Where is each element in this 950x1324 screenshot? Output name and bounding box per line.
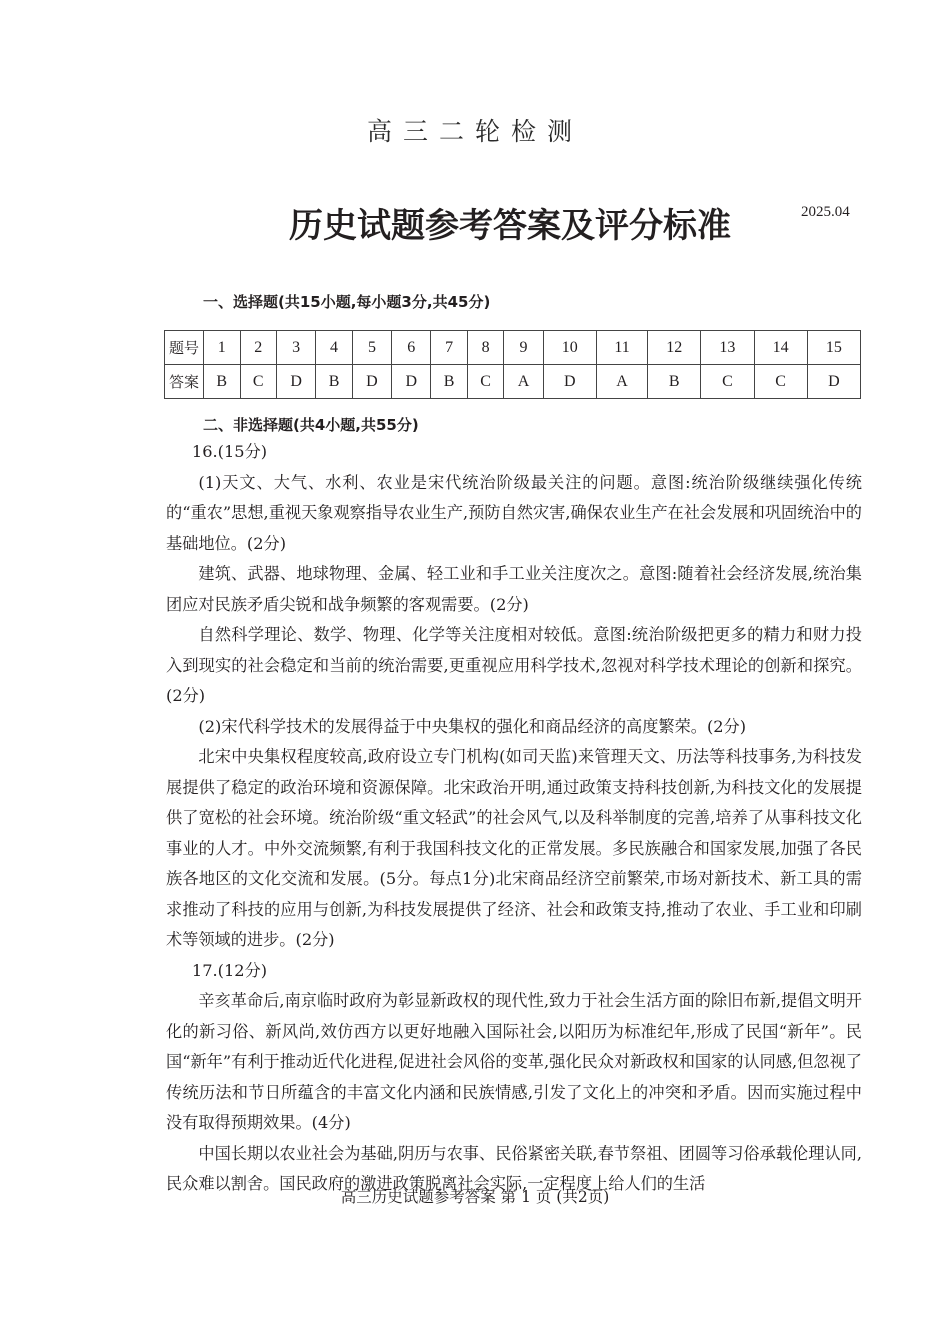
table-cell: D — [277, 365, 316, 399]
page-title: 历史试题参考答案及评分标准 — [289, 206, 731, 246]
row-label-answers: 答案 — [165, 365, 204, 399]
q16-paragraph: 自然科学理论、数学、物理、化学等关注度相对较低。意图:统治阶级把更多的精力和财力投入到现实的社会稳定和当前的统治需要,更重视应用科学技术,忽视对科学技术理论的创新和探究。(2分) — [166, 625, 862, 705]
table-cell: D — [392, 365, 431, 399]
q17-paragraph: 中国长期以农业社会为基础,阴历与农事、民俗紧密关联,春节祭祖、团圆等习俗承载伦理认同,民众难以割舍。国民政府的激进政策脱离社会实际,一定程度上给人们的生活 — [166, 1143, 862, 1193]
table-cell: 14 — [754, 331, 807, 365]
answer-table — [164, 330, 861, 399]
table-cell: 5 — [352, 331, 391, 365]
table-cell: D — [352, 365, 391, 399]
table-cell: C — [467, 365, 504, 399]
table-cell: B — [648, 365, 701, 399]
section1-heading: 一、选择题(共15小题,每小题3分,共45分) — [203, 293, 491, 311]
q17-label: 17.(12分) — [191, 960, 268, 980]
table-cell: C — [701, 365, 754, 399]
q16-label: 16.(15分) — [191, 442, 268, 461]
table-cell: 1 — [204, 331, 241, 365]
page-footer: 高三历史试题参考答案 第 1 页 (共2页) — [340, 1188, 610, 1206]
table-cell: B — [204, 365, 241, 399]
table-cell: 3 — [277, 331, 316, 365]
table-cell: 7 — [431, 331, 468, 365]
table-cell: 10 — [543, 331, 596, 365]
answer-body — [166, 437, 862, 1200]
table-cell: D — [807, 365, 860, 399]
table-cell: A — [596, 365, 647, 399]
table-cell: 8 — [467, 331, 504, 365]
table-cell: A — [504, 365, 543, 399]
section2-heading: 二、非选择题(共4小题,共55分) — [203, 416, 419, 434]
q16-paragraph: 建筑、武器、地球物理、金属、轻工业和手工业关注度次之。意图:随着社会经济发展,统治集团应对民族矛盾尖锐和战争频繁的客观需要。(2分) — [166, 564, 862, 614]
q16-paragraph: (1)天文、大气、水利、农业是宋代统治阶级最关注的问题。意图:统治阶级继续强化传统的“重农”思想,重视天象观察指导农业生产,预防自然灾害,确保农业生产在社会发展和巩固统治中的基础地位。(2分) — [166, 472, 862, 553]
q16-paragraph: 北宋中央集权程度较高,政府设立专门机构(如司天监)来管理天文、历法等科技事务,为科技发展提供了稳定的政治环境和资源保障。北宋政治开明,通过政策支持科技创新,为科技文化的发展提供了宽松的社会环境。统治阶级“重文轻武”的社会风气,以及科举制度的完善,培养了从事科技文化事业的人才。中外交流频繁,有利于我国科技文化的正常发展。多民族融合和国家发展,加强了各民族各地区的文化交流和发展。(5分。每点1分)北宋商品经济空前繁荣,市场对新技术、新工具的需求推动了科技的应用与创新,为科技发展提供了经济、社会和政策支持,推动了农业、手工业和印刷术等领域的进步。(2分) — [166, 747, 862, 949]
table-row-numbers — [165, 331, 861, 365]
row-label-numbers: 题号 — [165, 331, 204, 365]
table-cell: B — [316, 365, 353, 399]
table-cell: 15 — [807, 331, 860, 365]
subtitle: 高三二轮检测 — [366, 117, 583, 146]
date: 2025.04 — [801, 204, 850, 220]
table-cell: 4 — [316, 331, 353, 365]
table-cell: C — [754, 365, 807, 399]
table-cell: C — [240, 365, 277, 399]
table-cell: 9 — [504, 331, 543, 365]
table-cell: 13 — [701, 331, 754, 365]
table-cell: 12 — [648, 331, 701, 365]
q17-paragraph: 辛亥革命后,南京临时政府为彰显新政权的现代性,致力于社会生活方面的除旧布新,提倡文明开化的新习俗、新风尚,效仿西方以更好地融入国际社会,以阳历为标准纪年,形成了民国“新年”。民国“新年”有利于推动近代化进程,促进社会风俗的变革,强化民众对新政权和国家的认同感,但忽视了传统历法和节日所蕴含的丰富文化内涵和民族情感,引发了文化上的冲突和矛盾。因而实施过程中没有取得预期效果。(4分) — [166, 991, 862, 1132]
table-cell: 6 — [392, 331, 431, 365]
q16-paragraph: (2)宋代科学技术的发展得益于中央集权的强化和商品经济的高度繁荣。(2分) — [198, 716, 747, 736]
table-row-answers — [165, 365, 861, 399]
table-cell: 11 — [596, 331, 647, 365]
table-cell: 2 — [240, 331, 277, 365]
table-cell: D — [543, 365, 596, 399]
table-cell: B — [431, 365, 468, 399]
